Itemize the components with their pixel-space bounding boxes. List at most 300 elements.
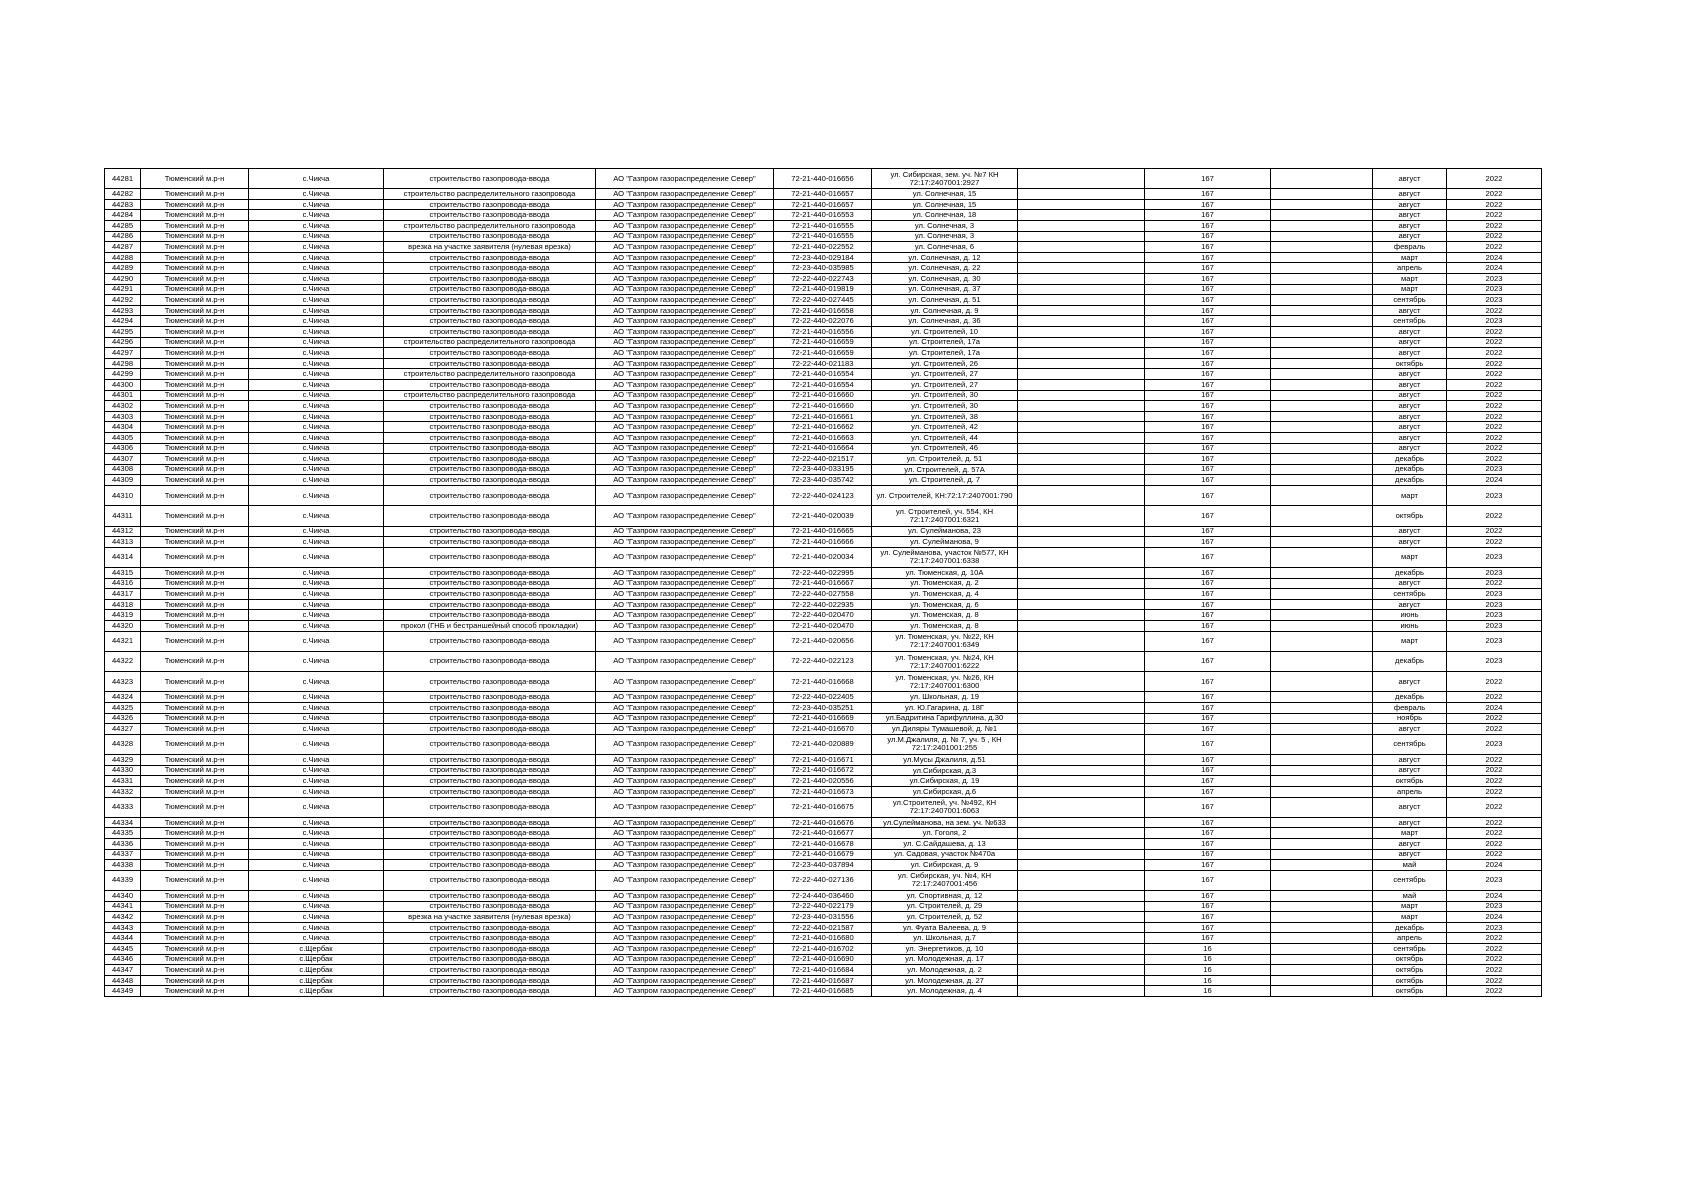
blank-cell [1018, 506, 1145, 526]
row-number-cell: 44334 [105, 817, 141, 828]
address-cell: ул. Строителей, 17а [872, 337, 1018, 348]
organization-cell: АО "Газпром газораспределение Север" [596, 221, 774, 232]
pressure-code-cell: 167 [1145, 786, 1271, 797]
month-cell: август [1373, 537, 1447, 548]
district-cell: Тюменский м.р-н [141, 589, 249, 600]
application-number-cell: 72-21-440-016663 [774, 432, 872, 443]
month-cell: апрель [1373, 786, 1447, 797]
address-cell: ул. Солнечная, д. 22 [872, 263, 1018, 274]
application-number-cell: 72-21-440-020034 [774, 547, 872, 567]
empty-cell-cell [1271, 954, 1373, 965]
row-number-cell: 44287 [105, 242, 141, 253]
work-type-cell: строительство газопровода-ввода [384, 849, 596, 860]
district-cell: Тюменский м.р-н [141, 631, 249, 651]
empty-cell-cell [1271, 891, 1373, 902]
row-number-cell: 44313 [105, 537, 141, 548]
blank-cell [1018, 713, 1145, 724]
address-cell: ул.Диляры Тумашевой, д. №1 [872, 724, 1018, 735]
work-type-cell: строительство газопровода-ввода [384, 464, 596, 475]
pressure-code-cell: 167 [1145, 828, 1271, 839]
organization-cell: АО "Газпром газораспределение Север" [596, 379, 774, 390]
table-row [105, 901, 1542, 912]
application-number-cell: 72-21-440-016677 [774, 828, 872, 839]
settlement-cell: с.Чикча [249, 713, 384, 724]
organization-cell: АО "Газпром газораспределение Север" [596, 734, 774, 754]
month-cell: август [1373, 672, 1447, 692]
table-row [105, 506, 1542, 526]
empty-cell-cell [1271, 284, 1373, 295]
work-type-cell: строительство газопровода-ввода [384, 965, 596, 976]
empty-cell-cell [1271, 274, 1373, 285]
month-cell: март [1373, 631, 1447, 651]
empty-cell-cell [1271, 860, 1373, 871]
row-number-cell: 44323 [105, 672, 141, 692]
year-cell: 2022 [1447, 231, 1542, 242]
work-type-cell: строительство газопровода-ввода [384, 922, 596, 933]
application-number-cell: 72-21-440-016685 [774, 986, 872, 997]
month-cell: декабрь [1373, 475, 1447, 486]
application-number-cell: 72-21-440-016679 [774, 849, 872, 860]
work-type-cell: строительство газопровода-ввода [384, 631, 596, 651]
district-cell: Тюменский м.р-н [141, 443, 249, 454]
pressure-code-cell: 167 [1145, 263, 1271, 274]
district-cell: Тюменский м.р-н [141, 776, 249, 787]
row-number-cell: 44292 [105, 295, 141, 306]
address-cell: ул.Сибирская, д.6 [872, 786, 1018, 797]
month-cell: март [1373, 912, 1447, 923]
work-type-cell: строительство газопровода-ввода [384, 578, 596, 589]
address-cell: ул. Тюменская, д. 2 [872, 578, 1018, 589]
organization-cell: АО "Газпром газораспределение Север" [596, 944, 774, 955]
pressure-code-cell: 167 [1145, 631, 1271, 651]
address-cell: ул. Тюменская, уч. №22, КН 72:17:2407001:6349 [872, 631, 1018, 651]
address-cell: ул. Гоголя, 2 [872, 828, 1018, 839]
district-cell: Тюменский м.р-н [141, 860, 249, 871]
empty-cell-cell [1271, 348, 1373, 359]
row-number-cell: 44297 [105, 348, 141, 359]
pressure-code-cell: 167 [1145, 849, 1271, 860]
blank-cell [1018, 610, 1145, 621]
work-type-cell: строительство газопровода-ввода [384, 724, 596, 735]
organization-cell: АО "Газпром газораспределение Север" [596, 337, 774, 348]
settlement-cell: с.Чикча [249, 703, 384, 714]
empty-cell-cell [1271, 734, 1373, 754]
address-cell: ул. Школьная, д. 19 [872, 692, 1018, 703]
month-cell: август [1373, 348, 1447, 359]
work-type-cell: строительство газопровода-ввода [384, 485, 596, 505]
year-cell: 2024 [1447, 703, 1542, 714]
table-row [105, 797, 1542, 817]
settlement-cell: с.Чикча [249, 454, 384, 465]
address-cell: ул. Строителей, 38 [872, 411, 1018, 422]
month-cell: август [1373, 578, 1447, 589]
settlement-cell: с.Чикча [249, 692, 384, 703]
pressure-code-cell: 167 [1145, 547, 1271, 567]
month-cell: октябрь [1373, 358, 1447, 369]
month-cell: август [1373, 422, 1447, 433]
month-cell: август [1373, 379, 1447, 390]
address-cell: ул. Тюменская, д. 8 [872, 610, 1018, 621]
empty-cell-cell [1271, 703, 1373, 714]
district-cell: Тюменский м.р-н [141, 620, 249, 631]
district-cell: Тюменский м.р-н [141, 169, 249, 189]
district-cell: Тюменский м.р-н [141, 922, 249, 933]
table-row [105, 348, 1542, 359]
work-type-cell: строительство газопровода-ввода [384, 422, 596, 433]
row-number-cell: 44283 [105, 199, 141, 210]
blank-cell [1018, 578, 1145, 589]
year-cell: 2022 [1447, 849, 1542, 860]
table-row [105, 390, 1542, 401]
work-type-cell: строительство газопровода-ввода [384, 316, 596, 327]
blank-cell [1018, 838, 1145, 849]
work-type-cell: строительство газопровода-ввода [384, 651, 596, 671]
settlement-cell: с.Чикча [249, 901, 384, 912]
year-cell: 2022 [1447, 944, 1542, 955]
row-number-cell: 44299 [105, 369, 141, 380]
table-row [105, 703, 1542, 714]
pressure-code-cell: 167 [1145, 411, 1271, 422]
settlement-cell: с.Чикча [249, 506, 384, 526]
empty-cell-cell [1271, 849, 1373, 860]
row-number-cell: 44310 [105, 485, 141, 505]
address-cell: ул. Строителей, д. 51 [872, 454, 1018, 465]
month-cell: март [1373, 901, 1447, 912]
application-number-cell: 72-21-440-016659 [774, 348, 872, 359]
address-cell: ул. Строителей, 10 [872, 327, 1018, 338]
blank-cell [1018, 284, 1145, 295]
empty-cell-cell [1271, 817, 1373, 828]
blank-cell [1018, 692, 1145, 703]
pressure-code-cell: 167 [1145, 713, 1271, 724]
row-number-cell: 44288 [105, 252, 141, 263]
application-number-cell: 72-21-440-016662 [774, 422, 872, 433]
work-type-cell: строительство газопровода-ввода [384, 986, 596, 997]
district-cell: Тюменский м.р-н [141, 786, 249, 797]
month-cell: сентябрь [1373, 295, 1447, 306]
table-row [105, 454, 1542, 465]
application-number-cell: 72-21-440-020656 [774, 631, 872, 651]
settlement-cell: с.Чикча [249, 274, 384, 285]
settlement-cell: с.Щербак [249, 944, 384, 955]
blank-cell [1018, 199, 1145, 210]
empty-cell-cell [1271, 599, 1373, 610]
application-number-cell: 72-22-440-021183 [774, 358, 872, 369]
month-cell: июнь [1373, 620, 1447, 631]
settlement-cell: с.Чикча [249, 390, 384, 401]
row-number-cell: 44305 [105, 432, 141, 443]
application-number-cell: 72-21-440-016684 [774, 965, 872, 976]
address-cell: ул. Солнечная, д. 37 [872, 284, 1018, 295]
blank-cell [1018, 411, 1145, 422]
organization-cell: АО "Газпром газораспределение Север" [596, 263, 774, 274]
blank-cell [1018, 703, 1145, 714]
blank-cell [1018, 422, 1145, 433]
table-row [105, 599, 1542, 610]
row-number-cell: 44289 [105, 263, 141, 274]
settlement-cell: с.Чикча [249, 231, 384, 242]
settlement-cell: с.Чикча [249, 828, 384, 839]
year-cell: 2022 [1447, 390, 1542, 401]
month-cell: декабрь [1373, 922, 1447, 933]
table-row [105, 358, 1542, 369]
organization-cell: АО "Газпром газораспределение Север" [596, 401, 774, 412]
work-type-cell: строительство газопровода-ввода [384, 672, 596, 692]
empty-cell-cell [1271, 379, 1373, 390]
table-row [105, 210, 1542, 221]
application-number-cell: 72-21-440-016678 [774, 838, 872, 849]
address-cell: ул.Сибирская, д. 19 [872, 776, 1018, 787]
pressure-code-cell: 167 [1145, 432, 1271, 443]
district-cell: Тюменский м.р-н [141, 933, 249, 944]
organization-cell: АО "Газпром газораспределение Север" [596, 651, 774, 671]
month-cell: декабрь [1373, 692, 1447, 703]
empty-cell-cell [1271, 901, 1373, 912]
year-cell: 2023 [1447, 610, 1542, 621]
empty-cell-cell [1271, 610, 1373, 621]
pressure-code-cell: 167 [1145, 724, 1271, 735]
organization-cell: АО "Газпром газораспределение Север" [596, 578, 774, 589]
district-cell: Тюменский м.р-н [141, 263, 249, 274]
table-row [105, 610, 1542, 621]
year-cell: 2022 [1447, 305, 1542, 316]
blank-cell [1018, 828, 1145, 839]
application-number-cell: 72-21-440-016671 [774, 755, 872, 766]
address-cell: ул. Солнечная, 6 [872, 242, 1018, 253]
address-cell: ул. Солнечная, 15 [872, 199, 1018, 210]
empty-cell-cell [1271, 464, 1373, 475]
address-cell: ул. Тюменская, д. 8 [872, 620, 1018, 631]
table-row [105, 464, 1542, 475]
table-row [105, 838, 1542, 849]
pressure-code-cell: 167 [1145, 537, 1271, 548]
work-type-cell: строительство газопровода-ввода [384, 274, 596, 285]
blank-cell [1018, 901, 1145, 912]
work-type-cell: строительство газопровода-ввода [384, 348, 596, 359]
settlement-cell: с.Щербак [249, 986, 384, 997]
year-cell: 2022 [1447, 337, 1542, 348]
organization-cell: АО "Газпром газораспределение Север" [596, 316, 774, 327]
address-cell: ул. С.Сайдашева, д. 13 [872, 838, 1018, 849]
empty-cell-cell [1271, 776, 1373, 787]
blank-cell [1018, 169, 1145, 189]
organization-cell: АО "Газпром газораспределение Север" [596, 610, 774, 621]
month-cell: июнь [1373, 610, 1447, 621]
empty-cell-cell [1271, 221, 1373, 232]
month-cell: август [1373, 169, 1447, 189]
year-cell: 2022 [1447, 755, 1542, 766]
empty-cell-cell [1271, 568, 1373, 579]
blank-cell [1018, 305, 1145, 316]
month-cell: март [1373, 547, 1447, 567]
work-type-cell: строительство газопровода-ввода [384, 755, 596, 766]
settlement-cell: с.Чикча [249, 422, 384, 433]
district-cell: Тюменский м.р-н [141, 692, 249, 703]
pressure-code-cell: 167 [1145, 169, 1271, 189]
row-number-cell: 44303 [105, 411, 141, 422]
settlement-cell: с.Чикча [249, 786, 384, 797]
table-row [105, 432, 1542, 443]
month-cell: август [1373, 199, 1447, 210]
blank-cell [1018, 922, 1145, 933]
district-cell: Тюменский м.р-н [141, 422, 249, 433]
organization-cell: АО "Газпром газораспределение Север" [596, 411, 774, 422]
row-number-cell: 44327 [105, 724, 141, 735]
blank-cell [1018, 526, 1145, 537]
row-number-cell: 44317 [105, 589, 141, 600]
month-cell: май [1373, 860, 1447, 871]
work-type-cell: строительство газопровода-ввода [384, 901, 596, 912]
month-cell: март [1373, 274, 1447, 285]
blank-cell [1018, 870, 1145, 890]
district-cell: Тюменский м.р-н [141, 651, 249, 671]
district-cell: Тюменский м.р-н [141, 369, 249, 380]
address-cell: ул. Строителей, 30 [872, 401, 1018, 412]
address-cell: ул. Тюменская, д. 4 [872, 589, 1018, 600]
application-number-cell: 72-21-440-020556 [774, 776, 872, 787]
blank-cell [1018, 651, 1145, 671]
month-cell: февраль [1373, 242, 1447, 253]
district-cell: Тюменский м.р-н [141, 432, 249, 443]
application-number-cell: 72-21-440-016670 [774, 724, 872, 735]
district-cell: Тюменский м.р-н [141, 401, 249, 412]
organization-cell: АО "Газпром газораспределение Север" [596, 568, 774, 579]
row-number-cell: 44336 [105, 838, 141, 849]
address-cell: ул. Спортивная, д. 12 [872, 891, 1018, 902]
organization-cell: АО "Газпром газораспределение Север" [596, 954, 774, 965]
pressure-code-cell: 167 [1145, 912, 1271, 923]
settlement-cell: с.Чикча [249, 358, 384, 369]
work-type-cell: строительство газопровода-ввода [384, 933, 596, 944]
year-cell: 2023 [1447, 284, 1542, 295]
row-number-cell: 44341 [105, 901, 141, 912]
year-cell: 2022 [1447, 348, 1542, 359]
organization-cell: АО "Газпром газораспределение Север" [596, 464, 774, 475]
address-cell: ул. Сулейманова, 23 [872, 526, 1018, 537]
organization-cell: АО "Газпром газораспределение Север" [596, 922, 774, 933]
row-number-cell: 44307 [105, 454, 141, 465]
application-number-cell: 72-21-440-016658 [774, 305, 872, 316]
table-row [105, 568, 1542, 579]
month-cell: август [1373, 189, 1447, 200]
empty-cell-cell [1271, 263, 1373, 274]
empty-cell-cell [1271, 651, 1373, 671]
address-cell: ул. Солнечная, д. 36 [872, 316, 1018, 327]
work-type-cell: строительство газопровода-ввода [384, 231, 596, 242]
month-cell: октябрь [1373, 954, 1447, 965]
application-number-cell: 72-21-440-016657 [774, 199, 872, 210]
table-row [105, 755, 1542, 766]
settlement-cell: с.Чикча [249, 316, 384, 327]
blank-cell [1018, 672, 1145, 692]
work-type-cell: строительство газопровода-ввода [384, 870, 596, 890]
row-number-cell: 44338 [105, 860, 141, 871]
table-row [105, 849, 1542, 860]
organization-cell: АО "Газпром газораспределение Север" [596, 327, 774, 338]
month-cell: август [1373, 432, 1447, 443]
work-type-cell: строительство газопровода-ввода [384, 526, 596, 537]
work-type-cell: строительство газопровода-ввода [384, 263, 596, 274]
organization-cell: АО "Газпром газораспределение Север" [596, 860, 774, 871]
table-row [105, 860, 1542, 871]
row-number-cell: 44335 [105, 828, 141, 839]
year-cell: 2022 [1447, 838, 1542, 849]
table-row [105, 189, 1542, 200]
year-cell: 2023 [1447, 547, 1542, 567]
blank-cell [1018, 485, 1145, 505]
settlement-cell: с.Чикча [249, 838, 384, 849]
address-cell: ул. Солнечная, д. 12 [872, 252, 1018, 263]
blank-cell [1018, 547, 1145, 567]
year-cell: 2024 [1447, 475, 1542, 486]
row-number-cell: 44281 [105, 169, 141, 189]
row-number-cell: 44347 [105, 965, 141, 976]
application-number-cell: 72-23-440-035742 [774, 475, 872, 486]
blank-cell [1018, 817, 1145, 828]
month-cell: август [1373, 231, 1447, 242]
work-type-cell: строительство газопровода-ввода [384, 411, 596, 422]
organization-cell: АО "Газпром газораспределение Север" [596, 849, 774, 860]
organization-cell: АО "Газпром газораспределение Север" [596, 891, 774, 902]
table-row [105, 651, 1542, 671]
year-cell: 2022 [1447, 672, 1542, 692]
blank-cell [1018, 464, 1145, 475]
pressure-code-cell: 167 [1145, 526, 1271, 537]
organization-cell: АО "Газпром газораспределение Север" [596, 305, 774, 316]
settlement-cell: с.Чикча [249, 464, 384, 475]
table-row [105, 242, 1542, 253]
table-row [105, 274, 1542, 285]
district-cell: Тюменский м.р-н [141, 755, 249, 766]
pressure-code-cell: 167 [1145, 305, 1271, 316]
settlement-cell: с.Чикча [249, 922, 384, 933]
work-type-cell: строительство газопровода-ввода [384, 295, 596, 306]
district-cell: Тюменский м.р-н [141, 797, 249, 817]
application-number-cell: 72-23-440-035251 [774, 703, 872, 714]
year-cell: 2022 [1447, 189, 1542, 200]
pressure-code-cell: 167 [1145, 475, 1271, 486]
blank-cell [1018, 369, 1145, 380]
application-number-cell: 72-21-440-016672 [774, 765, 872, 776]
year-cell: 2023 [1447, 316, 1542, 327]
address-cell: ул. Сулейманова, 9 [872, 537, 1018, 548]
address-cell: ул. Молодежная, д. 2 [872, 965, 1018, 976]
table-row [105, 411, 1542, 422]
month-cell: август [1373, 327, 1447, 338]
work-type-cell: строительство газопровода-ввода [384, 358, 596, 369]
application-number-cell: 72-21-440-016660 [774, 390, 872, 401]
empty-cell-cell [1271, 933, 1373, 944]
year-cell: 2022 [1447, 369, 1542, 380]
work-type-cell: строительство газопровода-ввода [384, 838, 596, 849]
address-cell: ул. Строителей, д. 29 [872, 901, 1018, 912]
work-type-cell: строительство газопровода-ввода [384, 199, 596, 210]
application-number-cell: 72-23-440-033195 [774, 464, 872, 475]
row-number-cell: 44284 [105, 210, 141, 221]
blank-cell [1018, 401, 1145, 412]
address-cell: ул. Солнечная, д. 51 [872, 295, 1018, 306]
application-number-cell: 72-21-440-016656 [774, 169, 872, 189]
year-cell: 2023 [1447, 651, 1542, 671]
empty-cell-cell [1271, 755, 1373, 766]
table-row [105, 891, 1542, 902]
empty-cell-cell [1271, 537, 1373, 548]
district-cell: Тюменский м.р-н [141, 337, 249, 348]
year-cell: 2022 [1447, 242, 1542, 253]
blank-cell [1018, 475, 1145, 486]
table-row [105, 975, 1542, 986]
settlement-cell: с.Чикча [249, 327, 384, 338]
